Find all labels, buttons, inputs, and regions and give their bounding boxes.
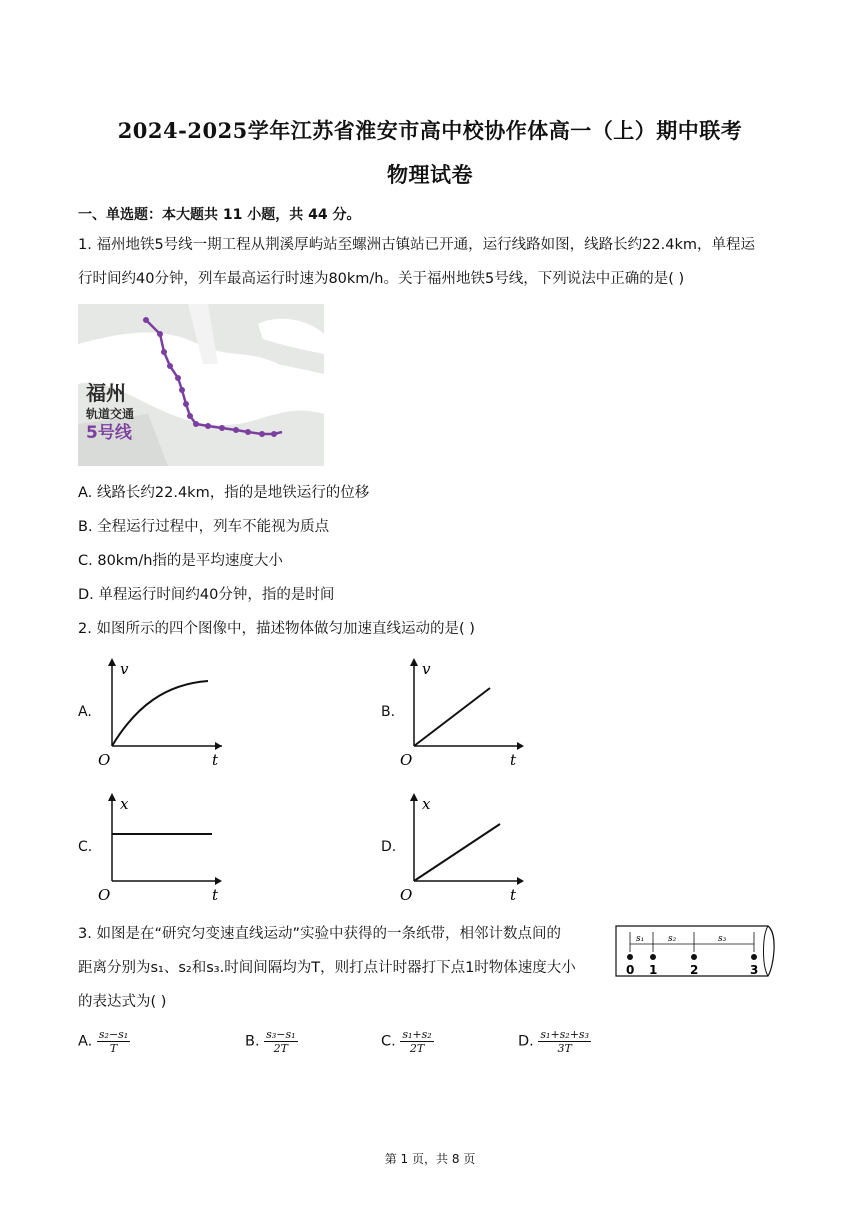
svg-text:v: v <box>120 660 129 678</box>
svg-text:s₁: s₁ <box>636 934 645 944</box>
q3-option-d: D. $\frac{\text{s₁+s₂+s₃}}{3T}$ <box>518 1028 589 1055</box>
svg-text:O: O <box>98 751 111 769</box>
section-heading: 一、单选题：本大题共 11 小题，共 44 分。 <box>78 207 361 223</box>
svg-text:O: O <box>400 886 413 904</box>
q2-label-d: D. <box>381 839 397 855</box>
metro-map-image <box>78 304 324 466</box>
q3-option-b: B. $\frac{\text{s₃−s₁}}{2T}$ <box>245 1028 296 1055</box>
graph-a-vt-curve <box>96 656 226 771</box>
q3-stem-line3: 的表达式为( ) <box>78 994 167 1010</box>
svg-text:t: t <box>212 751 219 769</box>
graph-d-xt-line <box>398 791 528 906</box>
q1-stem-line1: 1. 福州地铁5号线一期工程从荆溪厚屿站至螺洲古镇站已开通，运行线路如图，线路长约22.4km，单程运 <box>78 237 755 253</box>
graph-b-vt-line <box>398 656 528 771</box>
fraction: $\frac{\text{s₂−s₁}}{T}$ <box>98 1028 129 1055</box>
q2-label-b: B. <box>381 704 396 720</box>
q1-option-d: D. 单程运行时间约40分钟，指的是时间 <box>78 587 335 603</box>
page-subtitle: 物理试卷 <box>387 162 473 187</box>
svg-text:x: x <box>120 795 129 813</box>
svg-text:s₃: s₃ <box>718 934 727 944</box>
svg-text:s₂: s₂ <box>668 934 677 944</box>
svg-text:O: O <box>98 886 111 904</box>
fraction: $\frac{\text{s₃−s₁}}{2T}$ <box>266 1028 296 1055</box>
q3-stem-line2: 距离分别为s₁、s₂和s₃.时间间隔均为T，则打点计时器打下点1时物体速度大小 <box>78 960 576 976</box>
map-line-name: 5号线 <box>86 423 132 443</box>
svg-text:v: v <box>422 660 431 678</box>
map-subtitle: 轨道交通 <box>86 407 135 421</box>
svg-text:0: 0 <box>626 963 635 977</box>
svg-text:3: 3 <box>750 963 759 977</box>
svg-text:t: t <box>510 751 517 769</box>
q2-stem: 2. 如图所示的四个图像中，描述物体做匀加速直线运动的是( ) <box>78 621 475 637</box>
q3-stem-line1: 3. 如图是在“研究匀变速直线运动”实验中获得的一条纸带，相邻计数点间的 <box>78 926 561 942</box>
svg-text:x: x <box>422 795 431 813</box>
svg-text:2: 2 <box>690 963 699 977</box>
svg-text:1: 1 <box>649 963 658 977</box>
svg-text:t: t <box>212 886 219 904</box>
paper-tape-diagram <box>612 922 782 980</box>
q1-option-c: C. 80km/h指的是平均速度大小 <box>78 553 283 569</box>
page-footer: 第 1 页，共 8 页 <box>384 1152 476 1166</box>
q1-stem-line2: 行时间约40分钟，列车最高运行时速为80km/h。关于福州地铁5号线，下列说法中正确的是( ) <box>78 271 685 287</box>
q2-label-c: C. <box>78 839 93 855</box>
page-title: 2024-2025学年江苏省淮安市高中校协作体高一（上）期中联考 <box>117 118 743 143</box>
q1-option-a: A. 线路长约22.4km，指的是地铁运行的位移 <box>78 485 370 501</box>
svg-text:O: O <box>400 751 413 769</box>
q3-option-c: C. $\frac{\text{s₁+s₂}}{2T}$ <box>381 1028 432 1055</box>
graph-c-xt-flat <box>96 791 226 906</box>
fraction: $\frac{\text{s₁+s₂}}{2T}$ <box>402 1028 432 1055</box>
svg-text:t: t <box>510 886 517 904</box>
metro-map-graphic <box>78 304 324 466</box>
q1-option-b: B. 全程运行过程中，列车不能视为质点 <box>78 519 330 535</box>
q3-option-a: A. $\frac{\text{s₂−s₁}}{T}$ <box>78 1028 129 1055</box>
fraction: $\frac{\text{s₁+s₂+s₃}}{3T}$ <box>540 1028 589 1055</box>
map-title: 福州 <box>86 381 126 405</box>
q2-label-a: A. <box>78 704 92 720</box>
